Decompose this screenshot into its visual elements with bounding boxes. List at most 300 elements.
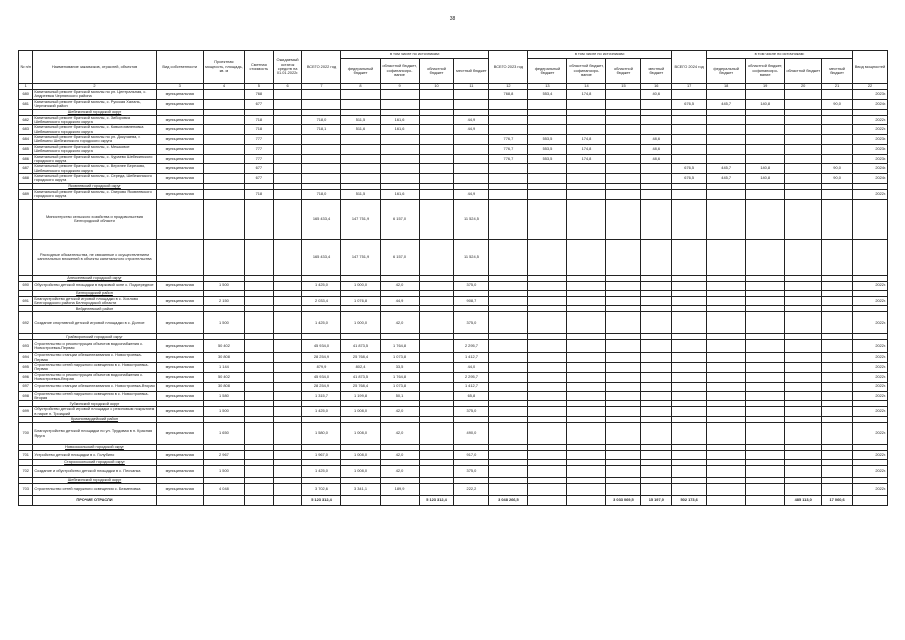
- amount-cell: 1 764,8: [380, 372, 419, 382]
- expected-remainder: [273, 154, 302, 164]
- amount-cell: [641, 451, 672, 460]
- amount-cell: [567, 99, 606, 109]
- amount-cell: 45 934,0: [302, 340, 341, 353]
- amount-cell: [822, 90, 853, 100]
- estimated-cost: [244, 353, 273, 363]
- ownership: муниципальная: [156, 90, 203, 100]
- amount-cell: [746, 115, 785, 125]
- amount-cell: [419, 296, 454, 306]
- commission-year: 2024г.: [852, 164, 887, 174]
- amount-cell: [489, 115, 528, 125]
- amount-cell: 1 000,0: [341, 312, 380, 334]
- amount-cell: [528, 125, 567, 135]
- amount-cell: 1 008,0: [341, 451, 380, 460]
- ownership: муниципальная: [156, 154, 203, 164]
- header-local-2022: местный бюджет: [454, 59, 489, 84]
- table-row: [19, 154, 888, 164]
- expected-remainder: [273, 99, 302, 109]
- amount-cell: [419, 466, 454, 478]
- amount-cell: [341, 90, 380, 100]
- expected-remainder: [273, 115, 302, 125]
- amount-cell: 48,6: [641, 154, 672, 164]
- amount-cell: [567, 296, 606, 306]
- ownership: муниципальная: [156, 99, 203, 109]
- amount-cell: [746, 296, 785, 306]
- amount-cell: [567, 199, 606, 239]
- expected-remainder: [273, 164, 302, 174]
- amount-cell: [641, 239, 672, 275]
- capacity: 4 048: [203, 484, 244, 496]
- amount-cell: [302, 164, 341, 174]
- amount-cell: 718,1: [302, 125, 341, 135]
- row-number: 696: [19, 372, 33, 382]
- amount-cell: [672, 281, 707, 290]
- table-row: [19, 340, 888, 353]
- object-name: Строительство сетей наружного освещения в с. Новостроевка-Первая: [33, 363, 156, 373]
- amount-cell: [822, 423, 853, 445]
- amount-cell: [641, 312, 672, 334]
- ownership: муниципальная: [156, 296, 203, 306]
- object-name: Благоустройство детской игровой площадки в с. Хохлово Белгородского района Белгородской области: [33, 296, 156, 306]
- expected-remainder: [273, 451, 302, 460]
- object-name: Строительство станции обезжелезивания с. Новостроевка-Вторая: [33, 382, 156, 391]
- capacity: [203, 154, 244, 164]
- amount-cell: [567, 125, 606, 135]
- amount-cell: 147 751,9: [341, 239, 380, 275]
- column-number: 14: [567, 84, 606, 90]
- commission-year: 2022г.: [852, 451, 887, 460]
- amount-cell: [489, 423, 528, 445]
- ownership: муниципальная: [156, 144, 203, 154]
- amount-cell: [707, 90, 746, 100]
- table-row: [19, 296, 888, 306]
- object-name: Создание спортивной детской игровой площадки в с. Долгое: [33, 312, 156, 334]
- object-name: Капитальный ремонт братской могилы, с. Середа, Шебекинского городского округа: [33, 174, 156, 184]
- amount-cell: 676,5: [672, 174, 707, 184]
- amount-cell: [746, 144, 785, 154]
- commission-year: 2022г.: [852, 466, 887, 478]
- amount-cell: [419, 115, 454, 125]
- amount-cell: [641, 423, 672, 445]
- object-name: Благоустройство детской площадки по ул. Трудовая в п. Красная Яруга: [33, 423, 156, 445]
- amount-cell: [341, 135, 380, 145]
- amount-cell: [489, 353, 528, 363]
- table-row: [19, 407, 888, 417]
- estimated-cost: [244, 199, 273, 239]
- object-name: Капитальный ремонт братской могилы, с. Мешковое Шебекинского городского округа: [33, 144, 156, 154]
- budget-table: [18, 50, 888, 506]
- expected-remainder: [273, 391, 302, 401]
- section-title: Новооскольский городской округ: [33, 445, 156, 451]
- amount-cell: [528, 312, 567, 334]
- column-number: 2: [33, 84, 156, 90]
- amount-cell: [746, 199, 785, 239]
- ownership: муниципальная: [156, 484, 203, 496]
- object-name: Создание и обустройство детской площадки в с. Песчанка: [33, 466, 156, 478]
- amount-cell: [341, 174, 380, 184]
- object-name: Строительство станции обезжелезивания с. Новостроевка-Первая: [33, 353, 156, 363]
- amount-cell: 140,8: [746, 174, 785, 184]
- object-name: Обустройство детской игровой площадки с резиновым покрытием в парке п. Троицкий: [34, 406, 155, 416]
- commission-year: 2022г.: [852, 115, 887, 125]
- amount-cell: [785, 372, 822, 382]
- amount-cell: [419, 484, 454, 496]
- header-cost: Сметная стоимость: [244, 51, 273, 84]
- amount-cell: [641, 407, 672, 417]
- amount-cell: 2 295,7: [454, 372, 489, 382]
- amount-cell: [672, 296, 707, 306]
- header-total-2023: ВСЕГО 2023 год: [489, 51, 528, 84]
- section-title: Яковлевский городской округ: [33, 183, 156, 189]
- expected-remainder: [273, 363, 302, 373]
- amount-cell: [528, 174, 567, 184]
- capacity: [203, 239, 244, 275]
- amount-cell: [606, 99, 641, 109]
- amount-cell: [672, 135, 707, 145]
- amount-cell: [641, 466, 672, 478]
- amount-cell: [528, 363, 567, 373]
- amount-cell: [528, 189, 567, 199]
- header-remainder: Ожидаемый остаток средств на 01.01.2022г.: [273, 51, 302, 84]
- amount-cell: [419, 382, 454, 391]
- ownership: муниципальная: [156, 340, 203, 353]
- amount-cell: [746, 382, 785, 391]
- amount-cell: 90,0: [822, 174, 853, 184]
- amount-cell: [567, 391, 606, 401]
- amount-cell: [528, 496, 567, 506]
- estimated-cost: 777: [244, 154, 273, 164]
- amount-cell: 908,7: [454, 296, 489, 306]
- amount-cell: 3 702,6: [302, 484, 341, 496]
- amount-cell: [606, 391, 641, 401]
- amount-cell: [528, 353, 567, 363]
- amount-cell: [785, 189, 822, 199]
- row-number: 697: [19, 382, 33, 391]
- estimated-cost: [244, 423, 273, 445]
- amount-cell: [746, 451, 785, 460]
- amount-cell: [419, 154, 454, 164]
- ownership: муниципальная: [156, 423, 203, 445]
- amount-cell: [528, 423, 567, 445]
- amount-cell: [489, 391, 528, 401]
- amount-cell: [567, 363, 606, 373]
- row-number: 689: [19, 189, 33, 199]
- amount-cell: 222,2: [454, 484, 489, 496]
- amount-cell: 718,0: [302, 115, 341, 125]
- capacity: [203, 90, 244, 100]
- expected-remainder: [273, 144, 302, 154]
- capacity: 1 500: [203, 466, 244, 478]
- capacity: [203, 99, 244, 109]
- expected-remainder: [273, 174, 302, 184]
- capacity: 50 402: [203, 372, 244, 382]
- amount-cell: 147 751,9: [341, 199, 380, 239]
- row-number: 700: [19, 423, 33, 445]
- amount-cell: [341, 144, 380, 154]
- commission-year: 2024г.: [852, 99, 887, 109]
- capacity: 2 967: [203, 451, 244, 460]
- amount-cell: [707, 115, 746, 125]
- header-capacity: Проектная мощность, площадь, кв. м: [203, 51, 244, 84]
- amount-cell: [606, 281, 641, 290]
- capacity: 1 500: [203, 281, 244, 290]
- amount-cell: [822, 115, 853, 125]
- header-sources-2022: в том числе по источникам:: [341, 51, 489, 59]
- row-number: 680: [19, 90, 33, 100]
- amount-cell: [419, 144, 454, 154]
- amount-cell: 1 073,8: [380, 353, 419, 363]
- amount-cell: [567, 340, 606, 353]
- amount-cell: [822, 189, 853, 199]
- amount-cell: [785, 423, 822, 445]
- header-fed-2022: федеральный бюджет: [341, 59, 380, 84]
- amount-cell: 2 033,4: [302, 296, 341, 306]
- section-title: Шебекинский городской округ: [33, 478, 156, 484]
- amount-cell: [419, 239, 454, 275]
- row-number: [19, 496, 33, 506]
- amount-cell: [454, 174, 489, 184]
- amount-cell: 42,0: [380, 451, 419, 460]
- estimated-cost: [244, 363, 273, 373]
- subtotal-row: [19, 199, 888, 239]
- table-row: [19, 189, 888, 199]
- expected-remainder: [273, 296, 302, 306]
- object-name: Строительство сетей наружного освещения с. Безменовка: [33, 484, 156, 496]
- capacity: 2 150: [203, 296, 244, 306]
- amount-cell: [641, 340, 672, 353]
- amount-cell: [302, 174, 341, 184]
- amount-cell: [454, 164, 489, 174]
- estimated-cost: 768: [244, 90, 273, 100]
- header-sources-2024: в том числе по источникам:: [707, 51, 853, 59]
- amount-cell: [489, 484, 528, 496]
- amount-cell: [419, 391, 454, 401]
- table-body: [19, 90, 888, 506]
- amount-cell: [528, 372, 567, 382]
- table-row: [19, 382, 888, 391]
- amount-cell: [707, 199, 746, 239]
- amount-cell: 42,0: [380, 466, 419, 478]
- ownership: муниципальная: [156, 174, 203, 184]
- amount-cell: 1 764,8: [380, 340, 419, 353]
- object-name: Строительство и реконструкция объектов водоснабжения с. Новостроевка-Первая: [33, 340, 156, 353]
- amount-cell: [822, 281, 853, 290]
- amount-cell: [419, 164, 454, 174]
- amount-cell: [707, 154, 746, 164]
- column-number: 10: [419, 84, 454, 90]
- amount-cell: [746, 423, 785, 445]
- amount-cell: [785, 353, 822, 363]
- amount-cell: 1 073,8: [380, 382, 419, 391]
- amount-cell: [489, 99, 528, 109]
- capacity: [203, 189, 244, 199]
- amount-cell: [822, 407, 853, 417]
- ownership: муниципальная: [156, 407, 203, 417]
- row-number: 682: [19, 115, 33, 125]
- amount-cell: [785, 296, 822, 306]
- amount-cell: [672, 154, 707, 164]
- amount-cell: 6 157,0: [380, 239, 419, 275]
- amount-cell: 718,0: [302, 189, 341, 199]
- expected-remainder: [273, 199, 302, 239]
- table-row: [19, 484, 888, 496]
- amount-cell: [419, 372, 454, 382]
- amount-cell: [419, 135, 454, 145]
- amount-cell: 44,9: [380, 296, 419, 306]
- amount-cell: [454, 144, 489, 154]
- capacity: 1 650: [203, 423, 244, 445]
- amount-cell: [672, 90, 707, 100]
- estimated-cost: 677: [244, 164, 273, 174]
- amount-cell: [746, 363, 785, 373]
- amount-cell: [672, 353, 707, 363]
- object-name: Капитальный ремонт братской могилы, с. Озерово Яковлевского городского округа: [33, 189, 156, 199]
- amount-cell: [672, 451, 707, 460]
- amount-cell: [606, 154, 641, 164]
- amount-cell: [707, 135, 746, 145]
- header-local-2023: местный бюджет: [641, 59, 672, 84]
- ownership: муниципальная: [156, 382, 203, 391]
- object-name: Капитальный ремонт братской могилы, с. Верхнее Березово, Шебекинского городского округа: [33, 164, 156, 174]
- amount-cell: [707, 496, 746, 506]
- row-number: 688: [19, 174, 33, 184]
- capacity: 1 580: [203, 391, 244, 401]
- capacity: 50 402: [203, 340, 244, 353]
- amount-cell: [822, 484, 853, 496]
- amount-cell: 174,8: [567, 144, 606, 154]
- amount-cell: [606, 115, 641, 125]
- amount-cell: [419, 407, 454, 417]
- total-row: [19, 496, 888, 506]
- amount-cell: 776,7: [489, 144, 528, 154]
- amount-cell: [641, 164, 672, 174]
- amount-cell: [707, 340, 746, 353]
- amount-cell: 33,5: [380, 363, 419, 373]
- amount-cell: [341, 99, 380, 109]
- amount-cell: 28 254,9: [302, 353, 341, 363]
- commission-year: 2022г.: [852, 189, 887, 199]
- ownership: муниципальная: [156, 451, 203, 460]
- ownership: муниципальная: [156, 189, 203, 199]
- object-name: Устройство детской площадки в с. Голубино: [33, 451, 156, 460]
- amount-cell: 1 580,0: [302, 423, 341, 445]
- amount-cell: 11 524,5: [454, 199, 489, 239]
- table-row: [19, 99, 888, 109]
- estimated-cost: 677: [244, 99, 273, 109]
- capacity: [203, 496, 244, 506]
- row-number: 691: [19, 296, 33, 306]
- amount-cell: [528, 407, 567, 417]
- estimated-cost: [244, 312, 273, 334]
- amount-cell: [672, 144, 707, 154]
- amount-cell: [606, 382, 641, 391]
- amount-cell: 5 123 312,4: [419, 496, 454, 506]
- amount-cell: [707, 125, 746, 135]
- amount-cell: 48,6: [641, 135, 672, 145]
- commission-year: 2023г.: [852, 135, 887, 145]
- amount-cell: [707, 484, 746, 496]
- amount-cell: [746, 239, 785, 275]
- amount-cell: 1 315,7: [302, 391, 341, 401]
- amount-cell: [606, 239, 641, 275]
- amount-cell: [380, 144, 419, 154]
- amount-cell: [567, 372, 606, 382]
- capacity: 1 500: [203, 407, 244, 417]
- amount-cell: 174,8: [567, 90, 606, 100]
- amount-cell: [567, 496, 606, 506]
- amount-cell: [528, 115, 567, 125]
- amount-cell: [302, 90, 341, 100]
- amount-cell: 41 873,5: [341, 340, 380, 353]
- amount-cell: [489, 407, 528, 417]
- commission-year: 2022г.: [852, 382, 887, 391]
- amount-cell: [822, 154, 853, 164]
- amount-cell: 25 768,4: [341, 382, 380, 391]
- amount-cell: 90,0: [822, 99, 853, 109]
- amount-cell: [641, 296, 672, 306]
- amount-cell: [746, 407, 785, 417]
- commission-year: 2022г.: [852, 484, 887, 496]
- amount-cell: [454, 90, 489, 100]
- amount-cell: [822, 125, 853, 135]
- amount-cell: [489, 451, 528, 460]
- amount-cell: [672, 189, 707, 199]
- amount-cell: [606, 312, 641, 334]
- amount-cell: 490,0: [454, 423, 489, 445]
- ownership: муниципальная: [156, 466, 203, 478]
- table-row: [19, 372, 888, 382]
- estimated-cost: [244, 281, 273, 290]
- amount-cell: 676,5: [672, 99, 707, 109]
- amount-cell: 375,0: [454, 281, 489, 290]
- column-number: 17: [672, 84, 707, 90]
- amount-cell: [419, 312, 454, 334]
- amount-cell: [746, 496, 785, 506]
- amount-cell: [672, 382, 707, 391]
- ownership: муниципальная: [156, 391, 203, 401]
- amount-cell: 776,7: [489, 135, 528, 145]
- object-name: Строительство сетей наружного освещения в с. Новостроевка-Вторая: [33, 391, 156, 401]
- amount-cell: [746, 154, 785, 164]
- amount-cell: [567, 239, 606, 275]
- amount-cell: [489, 199, 528, 239]
- header-sources-2023: в том числе по источникам:: [528, 51, 672, 59]
- amount-cell: [606, 353, 641, 363]
- amount-cell: 50,1: [380, 391, 419, 401]
- amount-cell: [707, 407, 746, 417]
- amount-cell: [785, 115, 822, 125]
- amount-cell: 140,8: [746, 164, 785, 174]
- amount-cell: [419, 125, 454, 135]
- amount-cell: [567, 466, 606, 478]
- amount-cell: [489, 281, 528, 290]
- amount-cell: [641, 281, 672, 290]
- amount-cell: [380, 164, 419, 174]
- amount-cell: 485 113,0: [785, 496, 822, 506]
- amount-cell: [641, 382, 672, 391]
- amount-cell: [746, 466, 785, 478]
- amount-cell: [528, 296, 567, 306]
- estimated-cost: [244, 466, 273, 478]
- object-name: Капитальный ремонт братской могилы, с. Чураево Шебекинского городского округа: [33, 154, 156, 164]
- ownership: муниципальная: [156, 372, 203, 382]
- ownership: муниципальная: [156, 125, 203, 135]
- ownership: муниципальная: [156, 115, 203, 125]
- section-title: Вейделевский район: [33, 306, 156, 312]
- amount-cell: [707, 239, 746, 275]
- amount-cell: 1 008,0: [341, 423, 380, 445]
- amount-cell: [419, 363, 454, 373]
